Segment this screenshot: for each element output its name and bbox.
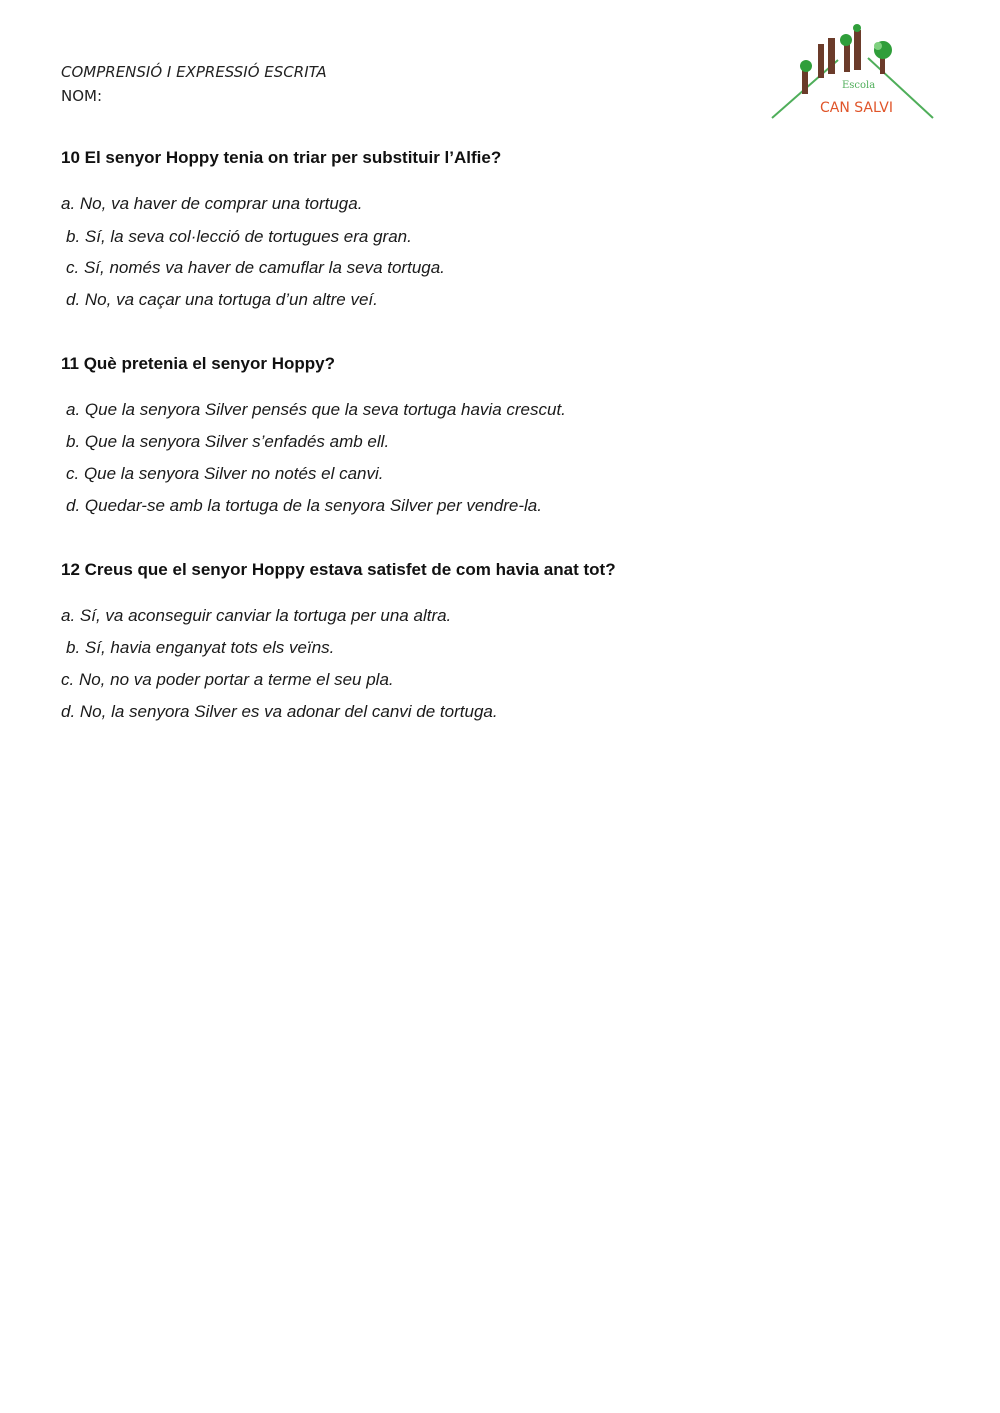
answer-option: c. Sí, només va haver de camuflar la seva tortuga. [66, 258, 445, 277]
tree-leaf-icon [840, 34, 852, 46]
subject-title: COMPRENSIÓ I EXPRESSIÓ ESCRITA [61, 63, 327, 81]
answer-option: b. Que la senyora Silver s’enfadés amb ell. [66, 432, 390, 451]
tree-leaf-icon [853, 24, 861, 32]
answer-option: a. No, va haver de comprar una tortuga. [61, 194, 363, 213]
question-11: 11 Què pretenia el senyor Hoppy? [61, 354, 335, 373]
tree-leaf-icon [874, 42, 882, 50]
logo-escola-text: Escola [842, 80, 876, 91]
school-logo [768, 20, 938, 124]
answer-option: b. Sí, la seva col·lecció de tortugues era gran. [66, 227, 412, 246]
tree-trunk-icon [854, 30, 861, 70]
document-header [61, 60, 327, 108]
answer-option: b. Sí, havia enganyat tots els veïns. [66, 638, 335, 657]
answer-option: d. No, la senyora Silver es va adonar del canvi de tortuga. [61, 702, 498, 721]
answer-option: c. Que la senyora Silver no notés el canvi. [66, 464, 384, 483]
name-field-label: NOM: [61, 87, 103, 105]
answer-option: d. No, va caçar una tortuga d’un altre veí. [66, 290, 378, 309]
question-12: 12 Creus que el senyor Hoppy estava satisfet de com havia anat tot? [61, 560, 616, 579]
answer-option: a. Que la senyora Silver pensés que la seva tortuga havia crescut. [66, 400, 566, 419]
answer-option: c. No, no va poder portar a terme el seu pla. [61, 670, 394, 689]
logo-school-name-text: CAN SALVI [820, 100, 893, 116]
tree-trunk-icon [844, 42, 850, 72]
tree-trunk-icon [828, 38, 835, 74]
answer-option: a. Sí, va aconseguir canviar la tortuga per una altra. [61, 606, 452, 625]
answer-option: d. Quedar-se amb la tortuga de la senyora Silver per vendre-la. [66, 496, 542, 515]
tree-leaf-icon [800, 60, 812, 72]
tree-trunk-icon [818, 44, 824, 78]
question-10: 10 El senyor Hoppy tenia on triar per substituir l’Alfie? [61, 148, 502, 167]
